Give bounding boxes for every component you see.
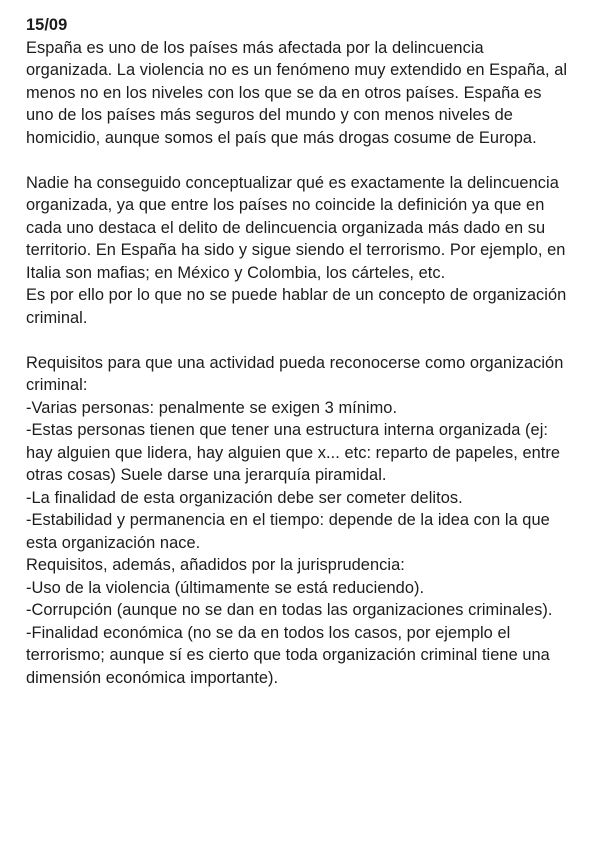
note-page	[26, 14, 586, 689]
text-line: homicidio, aunque somos el país que más drogas cosume de Europa.	[26, 128, 537, 147]
paragraph-spacer	[26, 149, 586, 172]
text-line: -Corrupción (aunque no se dan en todas las organizaciones criminales).	[26, 601, 553, 619]
text-line: Requisitos para que una actividad pueda reconocerse como organización	[26, 353, 564, 372]
text-line: dimensión económica importante).	[26, 668, 279, 687]
text-line: criminal.	[26, 308, 88, 327]
text-line: -Uso de la violencia (últimamente se está reduciendo).	[26, 578, 425, 597]
text-line: -Varias personas: penalmente se exigen 3 mínimo.	[26, 398, 398, 417]
text-line: otras cosas) Suele darse una jerarquía piramidal.	[26, 466, 387, 484]
text-line: terrorismo; aunque sí es cierto que toda organización criminal tiene una	[26, 646, 550, 664]
text-line: menos no en los niveles con los que se da en otros países. España es	[26, 83, 542, 102]
paragraph-spain-crime	[26, 37, 586, 150]
text-line: organizada. La violencia no es un fenómeno muy extendido en España, al	[26, 61, 568, 79]
text-line: Es por ello por lo que no se puede hablar de un concepto de organización	[26, 286, 567, 304]
text-line: hay alguien que lidera, hay alguien que x... etc: reparto de papeles, entre	[26, 443, 561, 462]
text-line: uno de los países más seguros del mundo y con menos niveles de	[26, 106, 513, 124]
text-line: organizada, ya que entre los países no coincide la definición ya que en	[26, 196, 545, 214]
text-line: -Estabilidad y permanencia en el tiempo: depende de la idea con la que	[26, 511, 550, 529]
text-line: -Estas personas tienen que tener una estructura interna organizada (ej:	[26, 421, 548, 439]
text-line: Italia son mafias; en México y Colombia, los cárteles, etc.	[26, 263, 446, 282]
text-line: criminal:	[26, 376, 88, 394]
text-line: esta organización nace.	[26, 533, 201, 552]
text-line: España es uno de los países más afectada por la delincuencia	[26, 38, 484, 57]
paragraph-spacer	[26, 329, 586, 352]
text-line: -Finalidad económica (no se da en todos los casos, por ejemplo el	[26, 623, 511, 642]
text-line: -La finalidad de esta organización debe ser cometer delitos.	[26, 488, 463, 507]
text-line: cada uno destaca el delito de delincuencia organizada más dado en su	[26, 218, 546, 237]
paragraph-requirements	[26, 352, 586, 690]
text-line: Requisitos, además, añadidos por la jurisprudencia:	[26, 556, 405, 574]
paragraph-definition	[26, 172, 586, 330]
text-line: Nadie ha conseguido conceptualizar qué es exactamente la delincuencia	[26, 173, 559, 192]
note-date: 15/09	[26, 16, 68, 34]
text-line: territorio. En España ha sido y sigue siendo el terrorismo. Por ejemplo, en	[26, 241, 566, 259]
